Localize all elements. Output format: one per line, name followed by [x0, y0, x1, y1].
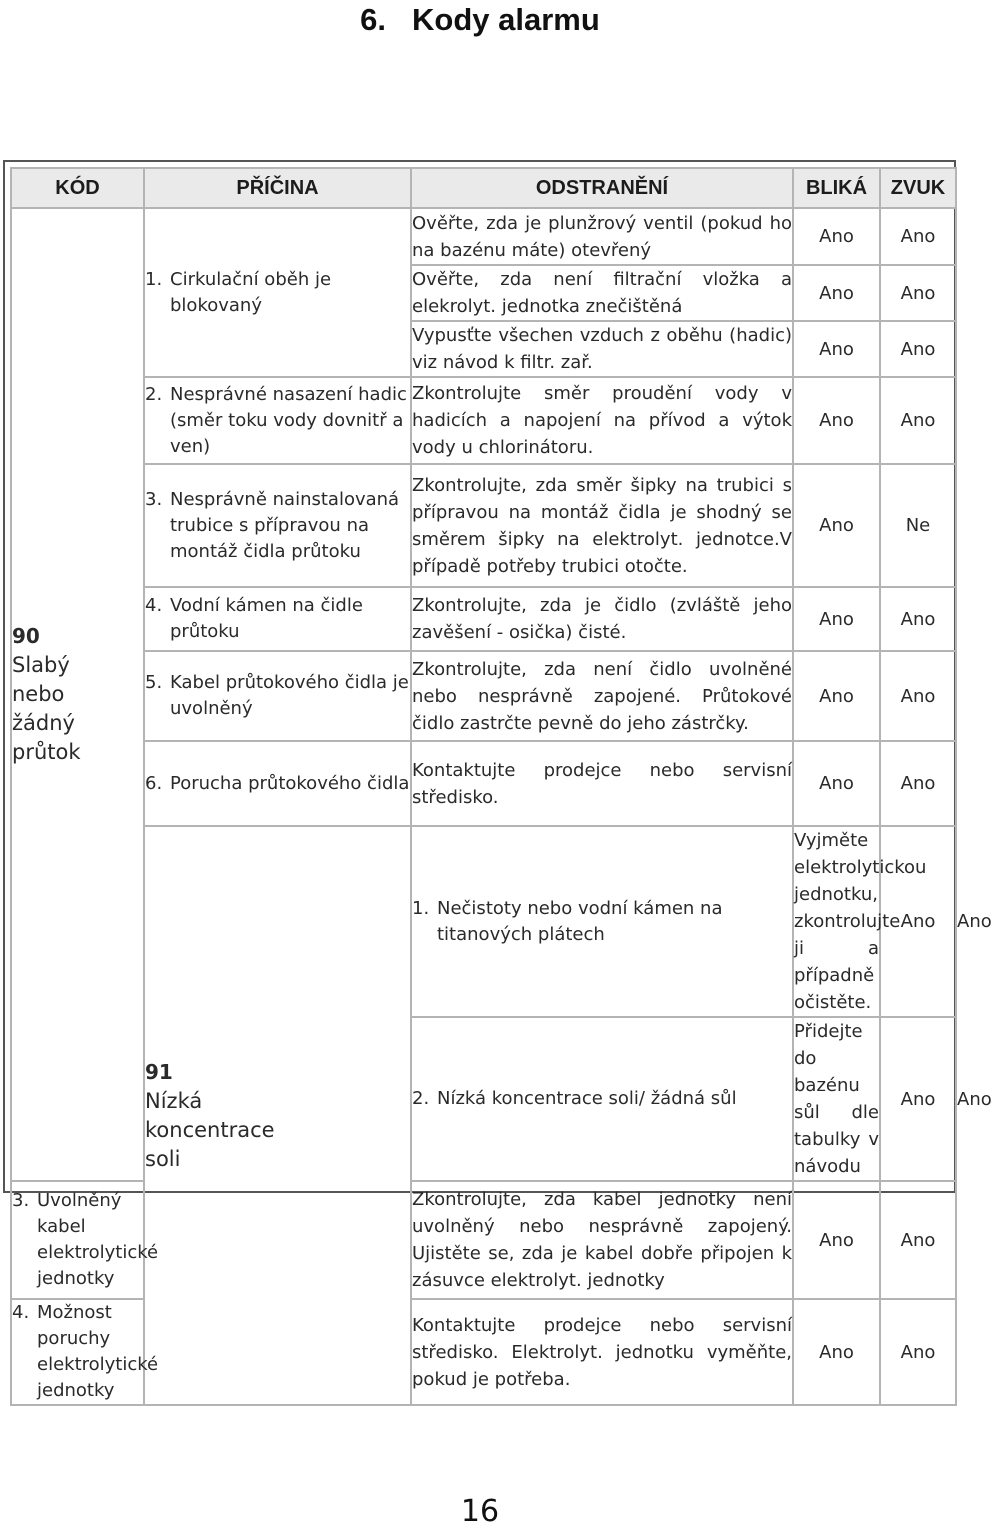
sound-cell: Ano: [880, 741, 956, 826]
alarm-code-cell: [11, 208, 144, 1181]
cause-text: Nesprávné nasazení hadic (směr toku vody dovnitř a ven): [170, 383, 407, 457]
sound-cell: Ano: [880, 1299, 956, 1405]
column-header-code: KÓD: [11, 168, 144, 208]
cause-index: 4.: [12, 1302, 30, 1323]
blinks-cell: Ano: [793, 321, 880, 377]
table-header-row: [11, 168, 956, 208]
cause-cell: [411, 826, 793, 1017]
remedy-cell: Zkontrolujte, zda kabel jednotky není uvolněný nebo nesprávně zapojený. Ujistěte se, zda je kabel dobře připojen k zásuvce elektrolyt. jednotky: [411, 1181, 793, 1299]
blinks-cell: Ano: [793, 741, 880, 826]
table-row: [11, 651, 956, 741]
table-row: [11, 587, 956, 651]
blinks-cell: Ano: [880, 826, 956, 1017]
sound-cell: Ne: [880, 464, 956, 587]
blinks-cell: Ano: [793, 208, 880, 265]
cause-cell: [411, 1017, 793, 1181]
cause-text: Cirkulační oběh je blokovaný: [170, 268, 332, 316]
page-title: [0, 0, 960, 40]
blinks-cell: Ano: [793, 587, 880, 651]
column-header-blinks: BLIKÁ: [793, 168, 880, 208]
sound-cell: Ano: [880, 208, 956, 265]
remedy-cell: Ověřte, zda není filtrační vložka a elekrolyt. jednotka znečištěná: [411, 265, 793, 321]
alarm-code-number: 91: [145, 1059, 173, 1084]
column-header-sound: ZVUK: [880, 168, 956, 208]
column-header-remedy: ODSTRANĚNÍ: [411, 168, 793, 208]
cause-cell: [144, 741, 411, 826]
cause-cell: [144, 377, 411, 464]
table-row: [11, 1181, 956, 1299]
cause-cell: [11, 1181, 159, 1299]
alarm-code-number: 90: [12, 624, 40, 648]
table-row: [11, 208, 956, 265]
alarm-code-description: Slabý nebo žádný průtok: [12, 653, 81, 764]
section-number: 6.: [360, 2, 387, 37]
sound-cell: Ano: [880, 587, 956, 651]
cause-text: Nečistoty nebo vodní kámen na titanových plátech: [437, 897, 723, 945]
sound-cell: Ano: [880, 1181, 956, 1299]
table-row: [11, 1299, 956, 1405]
table-row: 2. Nízká koncentrace soli/ žádná sůl Přidejte do bazénu sůl dle tabulky v návodu Ano Ano: [11, 1017, 956, 1181]
page-number: 16: [460, 1494, 500, 1529]
remedy-cell: Vypusťte všechen vzduch z oběhu (hadic) viz návod k filtr. zař.: [411, 321, 793, 377]
cause-cell: [11, 1299, 159, 1405]
cause-text: Kabel průtokového čidla je uvolněný: [170, 672, 409, 719]
remedy-cell: Kontaktujte prodejce nebo servisní středisko. Elektrolyt. jednotku vyměňte, pokud je potřeba.: [411, 1299, 793, 1405]
cause-cell: [144, 587, 411, 651]
cause-index: 2.: [412, 1088, 430, 1109]
blinks-cell: Ano: [793, 265, 880, 321]
blinks-cell: Ano: [793, 377, 880, 464]
remedy-cell: Přidejte do bazénu sůl dle tabulky v návodu: [793, 1017, 880, 1181]
cause-text: Porucha průtokového čidla: [170, 772, 410, 794]
remedy-cell: Vyjměte elektrolytickou jednotku, zkontrolujte ji a případně očistěte.: [793, 826, 880, 1017]
remedy-cell: Zkontrolujte směr proudění vody v hadicích a napojení na přívod a výtok vody u chlorinátoru.: [411, 377, 793, 464]
table-row: [11, 741, 956, 826]
cause-cell: [144, 208, 411, 377]
table-row: [11, 377, 956, 464]
cause-cell: [144, 464, 411, 587]
alarm-code-cell: [144, 826, 411, 1405]
remedy-cell: Ověřte, zda je plunžrový ventil (pokud ho na bazénu máte) otevřený: [411, 208, 793, 265]
alarm-codes-table: [10, 167, 992, 1406]
cause-cell: [144, 651, 411, 741]
column-header-cause: PŘÍČINA: [144, 168, 411, 208]
blinks-cell: Ano: [793, 1299, 880, 1405]
cause-index: 4.: [145, 595, 163, 616]
alarm-code-description: Nízká koncentrace soli: [145, 1088, 275, 1171]
sound-cell: Ano: [880, 321, 956, 377]
cause-text: Nesprávně nainstalovaná trubice s přípravou na montáž čidla průtoku: [170, 488, 400, 562]
cause-text: Uvolněný kabel elektrolytické jednotky: [37, 1190, 159, 1289]
remedy-cell: Zkontrolujte, zda není čidlo uvolněné nebo nesprávně zapojené. Průtokové čidlo zastrčte pevně do jeho zástrčky.: [411, 651, 793, 741]
remedy-cell: Zkontrolujte, zda je čidlo (zvláště jeho zavěšení - osička) čisté.: [411, 587, 793, 651]
blinks-cell: Ano: [793, 1181, 880, 1299]
cause-index: 1.: [412, 897, 430, 919]
blinks-cell: Ano: [880, 1017, 956, 1181]
remedy-cell: Kontaktujte prodejce nebo servisní středisko.: [411, 741, 793, 826]
blinks-cell: Ano: [793, 651, 880, 741]
cause-index: 3.: [145, 488, 163, 510]
table-row: [11, 464, 956, 587]
cause-index: 2.: [145, 383, 163, 405]
cause-index: 1.: [145, 268, 163, 290]
cause-index: 6.: [145, 772, 163, 794]
table-row: 91 Nízká koncentrace soli 1. Nečistoty nebo vodní kámen na titanových plátech Vyjměte elektrolytickou jednotku, zkontrolujte ji a případně očistěte. Ano Ano: [11, 826, 956, 1017]
remedy-cell: Zkontrolujte, zda směr šipky na trubici s přípravou na montáž čidla je shodný se směrem šipky na elektrolyt. jednotce.V případě potřeby trubici otočte.: [411, 464, 793, 587]
cause-text: Možnost poruchy elektrolytické jednotky: [37, 1302, 159, 1401]
blinks-cell: Ano: [793, 464, 880, 587]
alarm-codes-table-frame: [3, 160, 992, 1401]
section-title: Kody alarmu: [412, 2, 600, 37]
sound-cell: Ano: [880, 651, 956, 741]
cause-text: Vodní kámen na čidle průtoku: [170, 595, 363, 642]
sound-cell: Ano: [880, 265, 956, 321]
cause-index: 5.: [145, 672, 163, 693]
cause-text: Nízká koncentrace soli/ žádná sůl: [437, 1088, 737, 1109]
cause-index: 3.: [12, 1190, 30, 1211]
sound-cell: Ano: [880, 377, 956, 464]
